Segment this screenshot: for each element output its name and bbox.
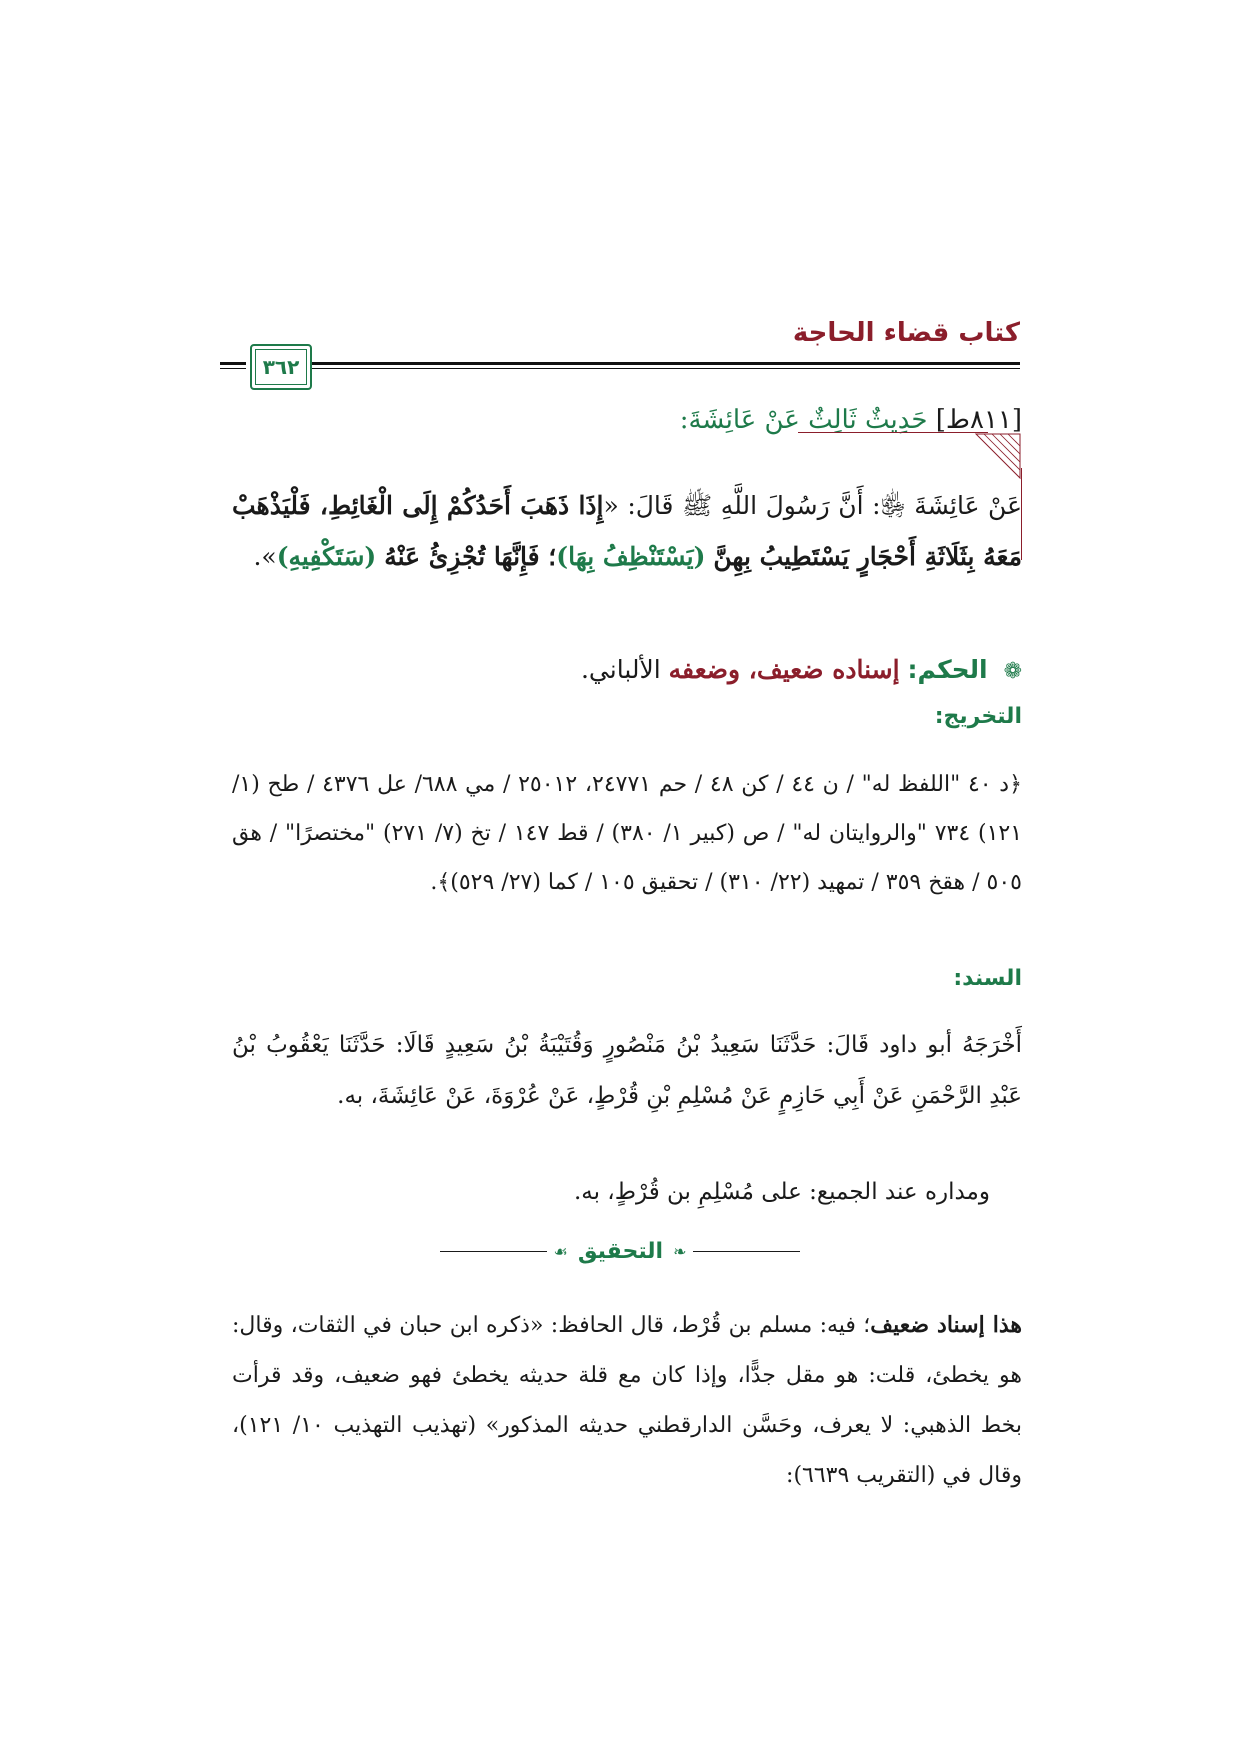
hadith-variant-1: (يَسْتَنْظِفُ بِهَا) bbox=[556, 542, 706, 571]
flower-icon: ❁ bbox=[1003, 659, 1022, 684]
corner-ornament-icon bbox=[974, 432, 1022, 480]
header-rule-short bbox=[220, 362, 246, 365]
hadith-text bbox=[232, 480, 1022, 582]
hadith-closing: ». bbox=[253, 542, 277, 571]
tahqiq-body: ؛ فيه: مسلم بن قُرْط، قال الحافظ: «ذكره ابن حبان في الثقات، وقال: هو يخطئ، قلت: هو مقل جدًّا، وإذا كان مع قلة حديثه يخطئ فهو ضعيف، وقد قرأت بخط الذهبي: لا يعرف، وحَسَّن الدارقطني حديثه المذكور» (تهذيب التهذيب ١٠/ ١٢١)، وقال في (التقريب ٦٦٣٩): bbox=[232, 1313, 1022, 1488]
hadith-heading-text: حَدِيثٌ ثَالِثٌ عَنْ عَائِشَةَ: bbox=[679, 405, 928, 435]
ruling-label: الحكم: bbox=[907, 655, 988, 684]
sanad-heading: السند: bbox=[953, 966, 1022, 991]
ornament-line bbox=[798, 432, 988, 433]
takhrij-heading: التخريج: bbox=[934, 704, 1022, 729]
tahqiq-heading: التحقيق bbox=[577, 1238, 664, 1264]
takhrij-text: ﴿د ٤٠ "اللفظ له" / ن ٤٤ / كن ٤٨ / حم ٢٤٧٧١، ٢٥٠١٢ / مي ٦٨٨/ عل ٤٣٧٦ / طح (١/ ١٢١) ٧٣٤ "والروايتان له" / ص (كبير ١/ ٣٨٠) / قط ١٤٧ / تخ (٧/ ٢٧١) "مختصرًا" / هق ٥٠٥ / هقخ ٣٥٩ / تمهيد (٢٢/ ٣١٠) / تحقيق ١٠٥ / كما (٢٧/ ٥٢٩)﴾. bbox=[232, 772, 1023, 895]
page-header bbox=[220, 318, 1020, 392]
tahqiq-bold-intro: هذا إسناد ضعيف bbox=[870, 1312, 1022, 1338]
tahqiq-divider bbox=[440, 1236, 800, 1266]
sanad-text: أَخْرَجَهُ أبو داود قَالَ: حَدَّثَنَا سَعِيدُ بْنُ مَنْصُورٍ وَقُتَيْبَةُ بْنُ سَعِيدٍ قَالَا: حَدَّثَنَا يَعْقُوبُ بْنُ عَبْدِ الرَّحْمَنِ عَنْ أَبِي حَازِمٍ عَنْ مُسْلِمِ بْنِ قُرْطٍ، عَنْ عُرْوَةَ، عَنْ عَائِشَةَ، به. bbox=[232, 1032, 1022, 1109]
hadith-text-part2: ؛ فَإِنَّهَا تُجْزِئُ عَنْهُ bbox=[384, 542, 557, 571]
tahqiq-text bbox=[232, 1300, 1022, 1501]
book-title: كتاب قضاء الحاجة bbox=[792, 318, 1020, 348]
hadith-narrator-intro: عَنْ عَائِشَةَ ﵂: أَنَّ رَسُولَ اللَّهِ ﷺ قَالَ: « bbox=[603, 491, 1022, 520]
hadith-heading bbox=[680, 405, 1022, 435]
hadith-variant-2: (سَتَكْفِيهِ) bbox=[276, 542, 377, 571]
madar-text: ومداره عند الجميع: على مُسْلِمِ بن قُرْطٍ، به. bbox=[573, 1179, 990, 1205]
header-rule-thin bbox=[312, 368, 1020, 369]
ruling-authority: الألباني. bbox=[580, 655, 661, 684]
hadith-text-part1: إِذَا ذَهَبَ أَحَدُكُمْ إِلَى الْغَائِطِ، فَلْيَذْهَبْ مَعَهُ بِثَلَاثَةِ أَحْجَارٍ يَسْتَطِيبُ بِهِنَّ bbox=[232, 491, 1022, 571]
header-rule-short-thin bbox=[220, 368, 246, 369]
page-number: ٣٦٢ bbox=[250, 344, 312, 390]
ruling-line bbox=[232, 648, 1022, 694]
ruling-value: إسناده ضعيف، وضعفه bbox=[668, 655, 900, 684]
header-rule bbox=[312, 362, 1020, 365]
divider-ornament-icon: ❧ bbox=[673, 1241, 687, 1261]
hadith-number: [٨١١ط] bbox=[935, 405, 1022, 435]
divider-ornament-icon-left: ☙ bbox=[553, 1241, 568, 1261]
divider-line-right bbox=[693, 1251, 800, 1252]
divider-line-left bbox=[440, 1251, 547, 1252]
